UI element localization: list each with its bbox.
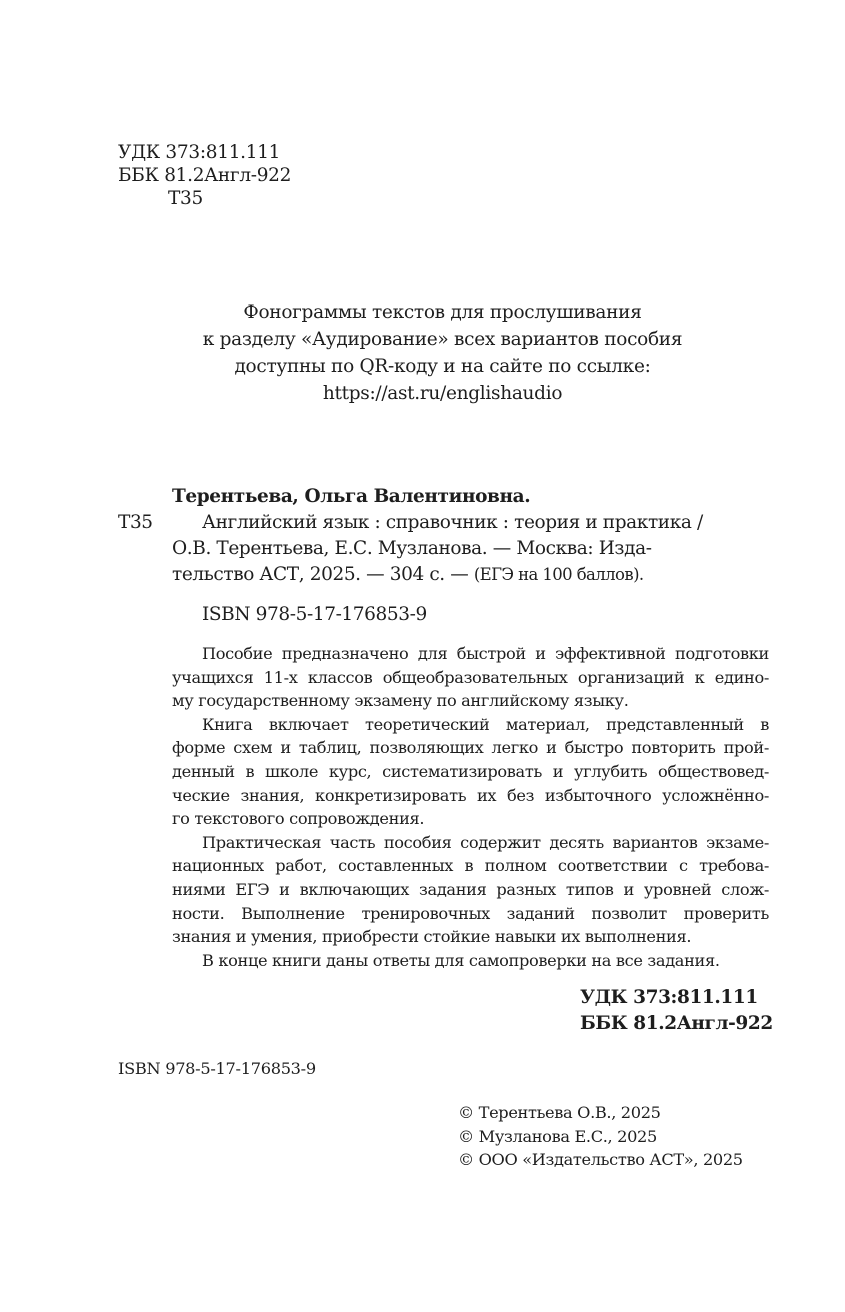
audio-notice-line: к разделу «Аудирование» всех вариантов пособия [202,329,683,350]
record-line [172,562,770,588]
annotation-line: учащихся 11-х классов общеобразовательных организаций к едино- [172,667,769,687]
annotation-line: В конце книги даны ответы для самопроверки на все задания. [202,950,720,970]
audio-notice [145,299,740,407]
audio-notice-line: Фонограммы текстов для прослушивания [243,302,642,323]
author-cutter-code: Т35 [168,188,203,209]
annotation-line: ческие знания, конкретизировать их без избыточного усложнённо- [172,785,769,805]
bibliographic-record [118,484,770,628]
annotation-line: знания и умения, приобрести стойкие навыки их выполнения. [172,927,692,947]
annotation-line: денный в школе курс, систематизировать и углубить обществовед- [172,761,769,781]
record-line-text: тельство АСТ, 2025. — 304 с. — [172,564,474,585]
udk-code: УДК 373:811.111 [580,987,758,1008]
record-description [172,510,770,588]
record-line: Английский язык : справочник : теория и практика / [202,512,703,533]
annotation-line: му государственному экзамену по английскому языку. [172,691,629,711]
audio-url: https://ast.ru/englishaudio [322,383,563,404]
annotation-paragraph [172,949,769,973]
copyright-line: © ООО «Издательство АСТ», 2025 [458,1150,743,1169]
annotation-line: го текстового сопровождения. [172,809,425,829]
annotation-line: форме схем и таблиц, позволяющих легко и быстро повторить прой- [172,738,769,758]
annotation [172,642,769,972]
annotation-line: Книга включает теоретический материал, представленный в [202,714,769,734]
annotation-paragraph [172,713,769,831]
audio-notice-line: доступны по QR-коду и на сайте по ссылке: [234,356,651,377]
annotation-line: ности. Выполнение тренировочных заданий позволит проверить [172,903,769,923]
annotation-paragraph [172,642,769,713]
copyright-block [458,1101,743,1172]
record-cutter-code: Т35 [118,512,153,533]
annotation-line: Практическая часть пособия содержит десять вариантов экзаме- [202,832,769,852]
series-title: (ЕГЭ на 100 баллов). [473,565,644,584]
author-heading: Терентьева, Ольга Валентиновна. [172,486,531,507]
annotation-line: ниями ЕГЭ и включающих задания разных типов и уровней слож- [172,879,769,899]
copyright-line: © Музланова Е.С., 2025 [458,1126,657,1146]
udk-code: УДК 373:811.111 [118,142,281,163]
annotation-line: Пособие предназначено для быстрой и эффективной подготовки [202,644,769,663]
classification-codes-bottom [580,985,773,1037]
classification-codes-top [118,141,291,210]
annotation-paragraph [172,831,769,949]
bbk-code: ББК 81.2Англ-922 [580,1013,773,1034]
annotation-line: национных работ, составленных в полном соответствии с требова- [172,856,769,876]
isbn: ISBN 978-5-17-176853-9 [118,1059,316,1078]
copyright-line: © Терентьева О.В., 2025 [458,1103,661,1122]
record-isbn: ISBN 978-5-17-176853-9 [202,604,427,625]
bbk-code: ББК 81.2Англ-922 [118,165,292,186]
record-line: О.В. Терентьева, Е.С. Музланова. — Москва: Изда- [172,538,652,559]
